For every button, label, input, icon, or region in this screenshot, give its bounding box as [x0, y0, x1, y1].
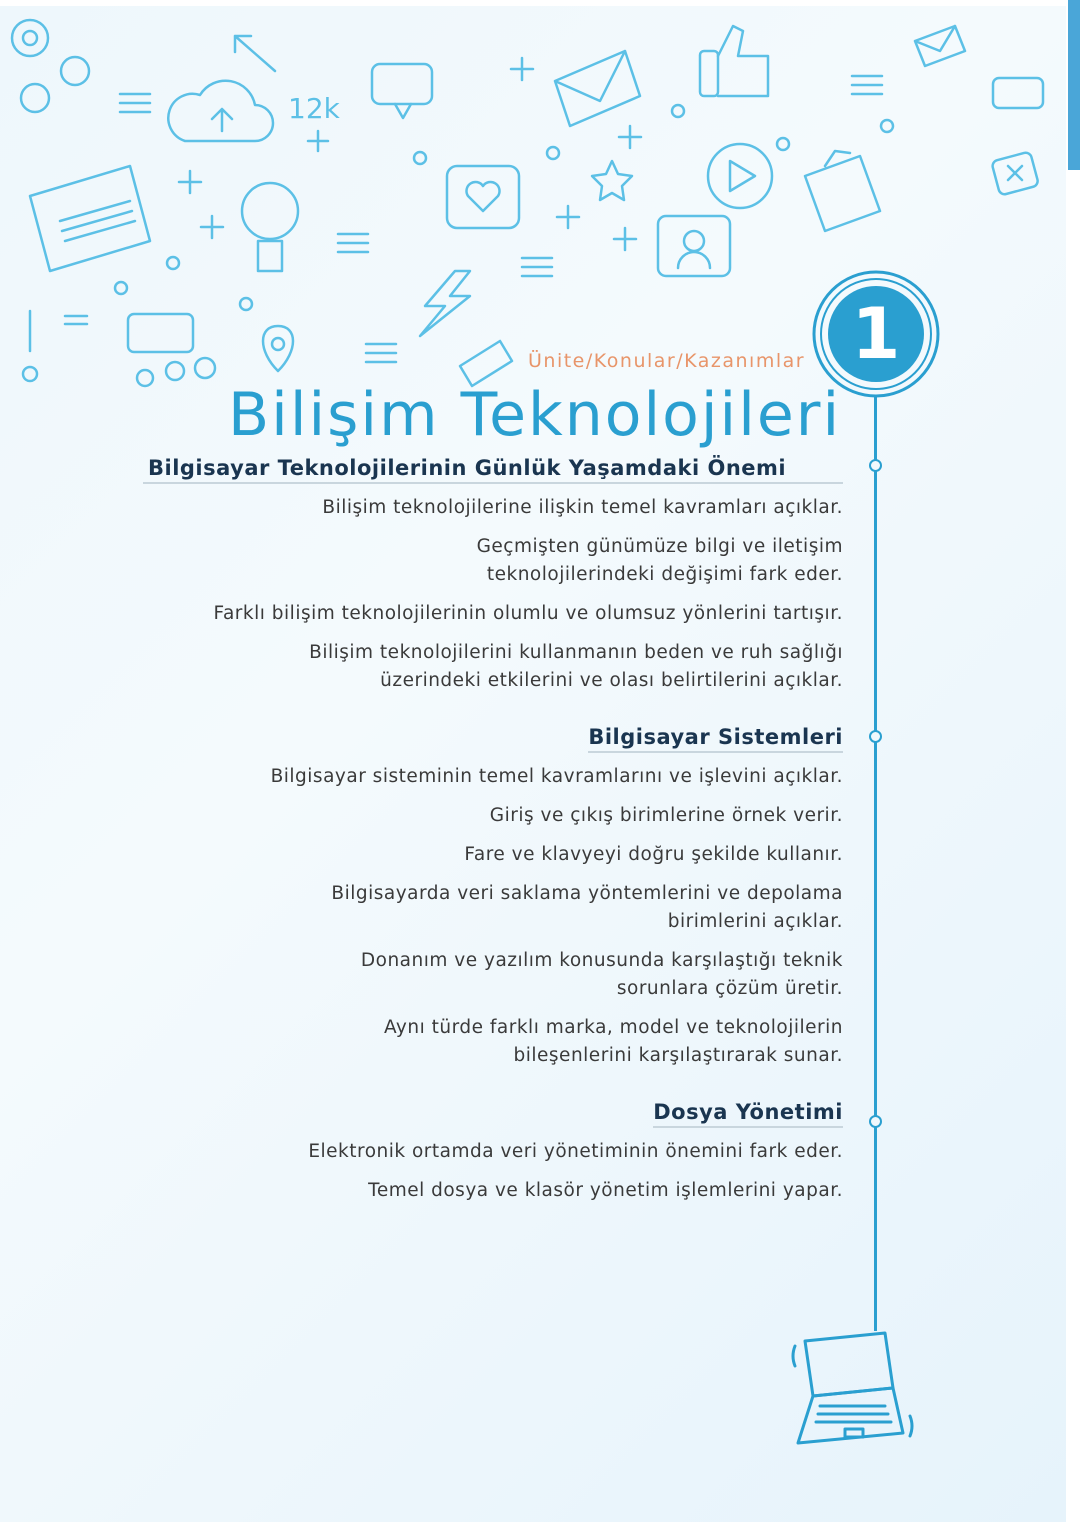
list-item: Bilgisayarda veri saklama yöntemlerini ve depolama birimlerini açıklar.: [331, 883, 843, 932]
timeline-node: [869, 459, 882, 472]
arrow-icon: [235, 36, 275, 71]
document-page: [0, 6, 1066, 1522]
section-heading: Bilgisayar Teknolojilerinin Günlük Yaşamdaki Önemi: [143, 456, 843, 484]
gear-icon: [12, 20, 89, 112]
star-icon: [592, 161, 632, 200]
list-item: Farklı bilişim teknolojilerinin olumlu ve olumsuz yönlerini tartışır.: [213, 603, 843, 624]
timeline-node: [869, 730, 882, 743]
section-daily-life: [143, 456, 843, 695]
plus-icon: [179, 58, 641, 250]
deco-count-text: 12k: [288, 92, 340, 125]
list-item: Fare ve klavyeyi doğru şekilde kullanır.: [464, 844, 843, 865]
list-item: Temel dosya ve klasör yönetim işlemlerini yapar.: [368, 1180, 843, 1201]
chat-icon: [372, 64, 432, 118]
breadcrumb: Ünite/Konular/Kazanımlar: [528, 350, 806, 372]
list-item: Bilişim teknolojilerini kullanmanın beden ve ruh sağlığı üzerindeki etkilerini ve olası belirtilerini açıklar.: [309, 642, 843, 691]
envelope-small-icon: [915, 26, 965, 66]
timeline-line: [874, 396, 877, 1331]
laptop-icon: [790, 1321, 920, 1451]
exclamation-icon: [23, 311, 37, 381]
timeline-node: [869, 1115, 882, 1128]
section-file-management: [143, 1100, 843, 1205]
heart-chat-icon: [447, 166, 519, 228]
lightning-icon: [420, 271, 470, 336]
circle-dots: [115, 105, 893, 310]
list-item: Elektronik ortamda veri yönetiminin önemini fark eder.: [308, 1141, 843, 1162]
list-item: Donanım ve yazılım konusunda karşılaştığı teknik sorunlara çözüm üretir.: [360, 950, 843, 999]
play-icon: [708, 144, 772, 208]
users-chat-icon: [128, 314, 215, 386]
envelope-icon: [555, 51, 640, 126]
unit-number: 1: [851, 293, 901, 375]
page-title: Bilişim Teknolojileri: [228, 380, 842, 450]
close-box-icon: [991, 151, 1039, 195]
user-chat-icon: [658, 216, 730, 276]
list-item: Geçmişten günümüze bilgi ve iletişim teknolojilerindeki değişimi fark eder.: [476, 536, 843, 585]
list-item: Bilgisayar sisteminin temel kavramlarını ve işlevini açıklar.: [270, 766, 843, 787]
location-pin-icon: [263, 326, 293, 371]
section-computer-systems: [143, 725, 843, 1070]
section-heading: Bilgisayar Sistemleri: [588, 725, 843, 753]
scrollbar[interactable]: [1068, 0, 1080, 170]
shopping-bag-icon: [805, 151, 880, 231]
section-heading: Dosya Yönetimi: [653, 1100, 843, 1128]
list-item: Aynı türde farklı marka, model ve teknolojilerin bileşenlerini karşılaştırarak sunar.: [384, 1017, 843, 1066]
chat-small-icon: [993, 78, 1043, 108]
list-item: Bilişim teknolojilerine ilişkin temel kavramları açıklar.: [322, 497, 843, 518]
menu-lines: [65, 76, 882, 362]
list-item: Giriş ve çıkış birimlerine örnek verir.: [489, 805, 843, 826]
lightbulb-icon: [242, 183, 298, 271]
cloud-upload-icon: [168, 81, 273, 141]
web-window-icon: [30, 166, 150, 271]
menu-icon: [120, 94, 150, 112]
thumbs-up-icon: [700, 26, 768, 96]
outcomes-list: [143, 456, 843, 1235]
